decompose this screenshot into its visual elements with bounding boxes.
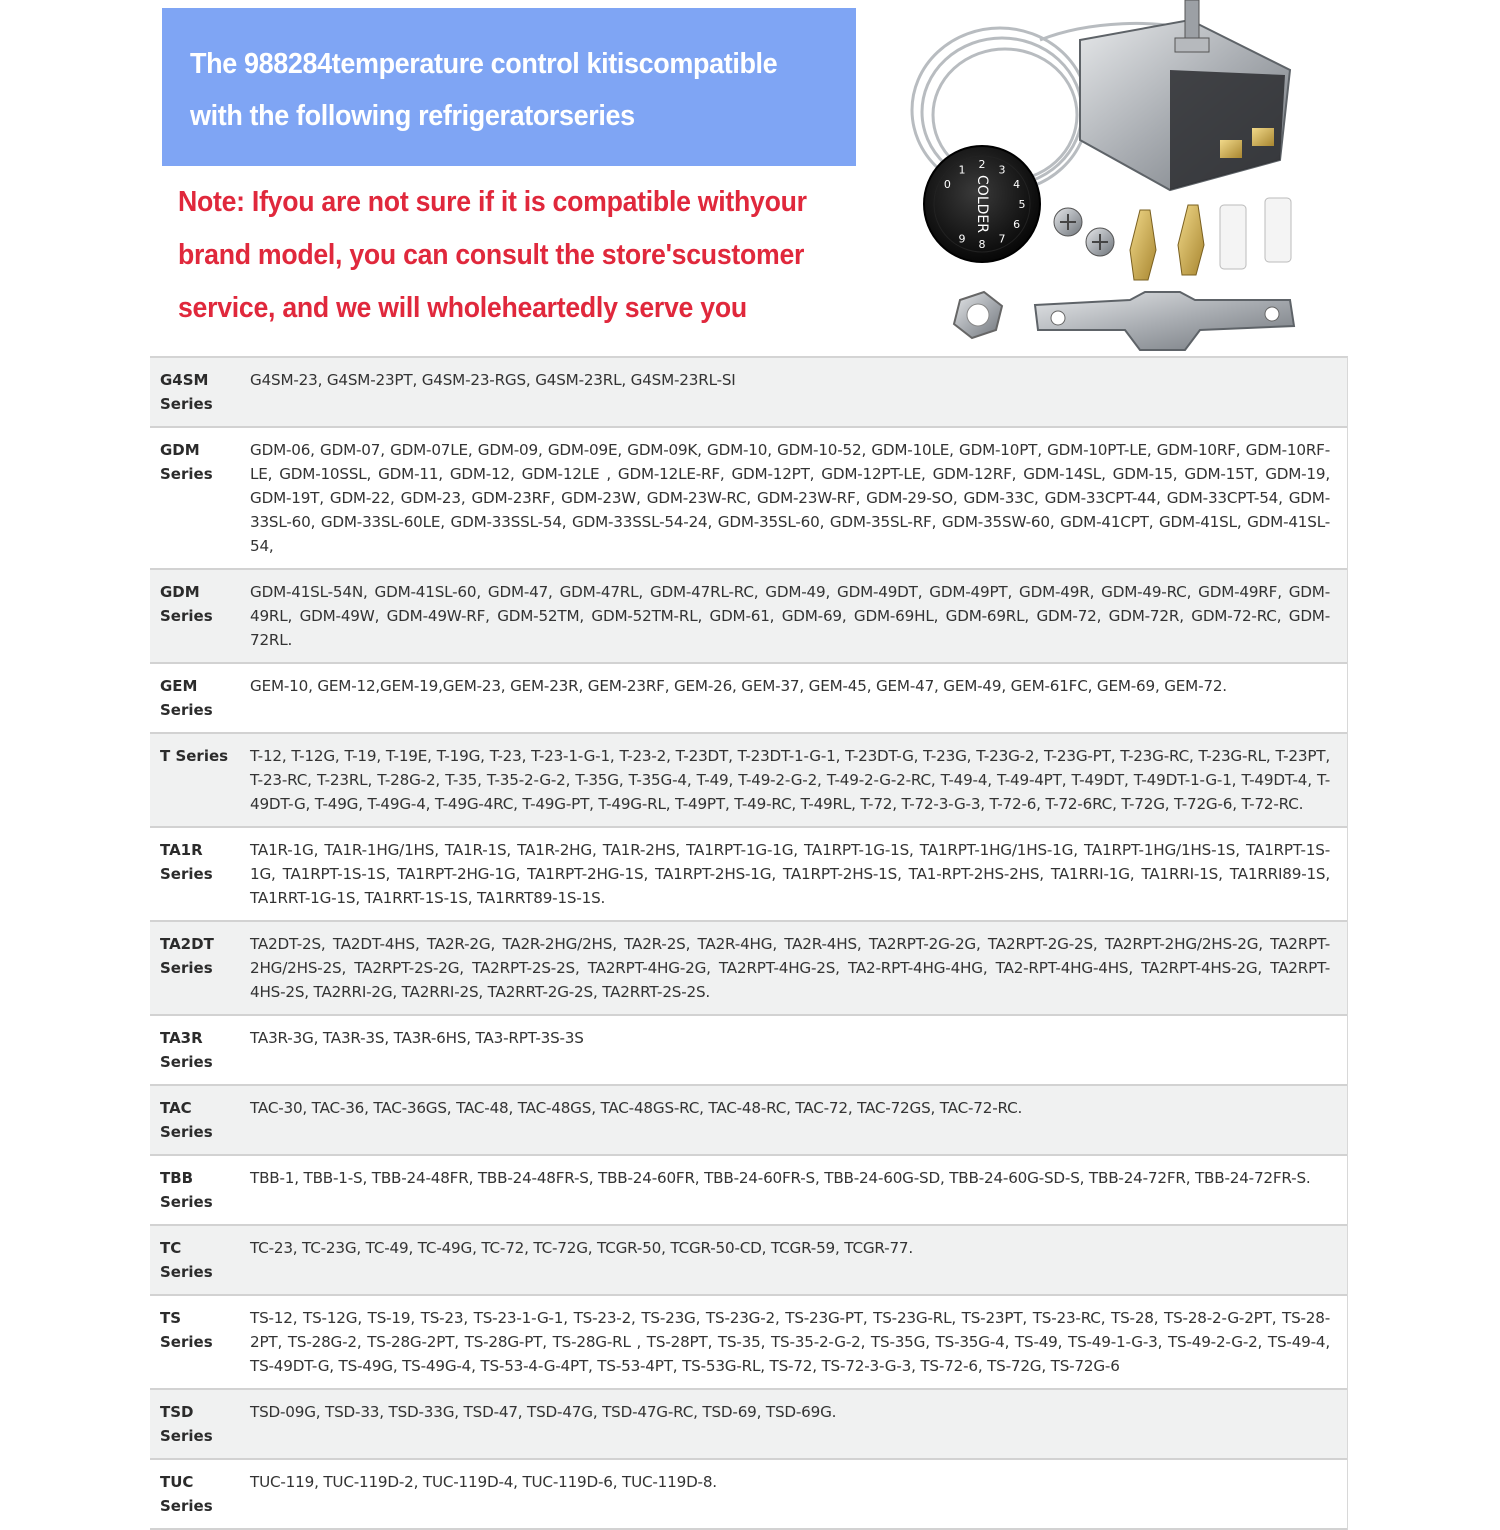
table-row [150,1390,1347,1460]
insulating-sleeves [1220,198,1291,269]
model-list: TC-23, TC-23G, TC-49, TC-49G, TC-72, TC-72G, TCGR-50, TCGR-50-CD, TCGR-59, TCGR-77. [250,1239,914,1257]
knob-number: 2 [978,158,986,171]
spade-connectors [1130,205,1204,280]
series-name: G4SM Series [160,371,213,413]
model-list: TA3R-3G, TA3R-3S, TA3R-6HS, TA3-RPT-3S-3S [250,1029,584,1047]
control-knob [924,146,1040,262]
model-list: TBB-1, TBB-1-S, TBB-24-48FR, TBB-24-48FR-S, TBB-24-60FR, TBB-24-60FR-S, TBB-24-60G-SD, TBB-24-60G-SD-S, TBB-24-72FR, TBB-24-72FR-S. [250,1169,1311,1187]
table-row [150,1226,1347,1296]
banner-title: The 988284temperature control kitiscompatible with the following refrigeratorseries [190,48,778,132]
model-list: GEM-10, GEM-12,GEM-19,GEM-23, GEM-23R, GEM-23RF, GEM-26, GEM-37, GEM-45, GEM-47, GEM-49, GEM-61FC, GEM-69, GEM-72. [250,677,1227,695]
series-name: GDM Series [160,583,213,625]
knob-number: 9 [958,232,966,246]
knob-number: 4 [1013,178,1021,191]
series-name: TC Series [160,1239,213,1281]
model-list: TS-12, TS-12G, TS-19, TS-23, TS-23-1-G-1, TS-23-2, TS-23G, TS-23G-2, TS-23G-PT, TS-23G-RL, TS-23PT, TS-23-RC, TS-28, TS-28-2-G-2PT, TS-28-2PT, TS-28G-2, TS-28G-2PT, TS-28G-PT, TS-28G-RL , TS-28PT, TS-35, TS-35-2-G-2, TS-35G, TS-35G-4, TS-49, TS-49-1-G-3, TS-49-2-G-2, TS-49-4, TS-49DT-G, TS-49G, TS-49G-4, TS-53-4-G-4PT, TS-53-4PT, TS-53G-RL, TS-72, TS-72-3-G-3, TS-72-6, TS-72G, TS-72G-6 [250,1309,1330,1375]
knob-number: 8 [978,238,986,251]
model-list: TA2DT-2S, TA2DT-4HS, TA2R-2G, TA2R-2HG/2HS, TA2R-2S, TA2R-4HG, TA2R-4HS, TA2RPT-2G-2G, TA2RPT-2G-2S, TA2RPT-2HG/2HS-2G, TA2RPT-2HG/2HS-2S, TA2RPT-2S-2G, TA2RPT-2S-2S, TA2RPT-4HG-2G, TA2RPT-4HG-2S, TA2-RPT-4HG-4HG, TA2-RPT-4HG-4HS, TA2RPT-4HS-2G, TA2RPT-4HS-2S, TA2RRI-2G, TA2RRI-2S, TA2RRT-2G-2S, TA2RRT-2S-2S. [250,935,1330,1001]
knob-label: COLDER [974,175,990,233]
table-row [150,828,1347,922]
table-row [150,570,1347,664]
knob-number: 5 [1018,198,1026,211]
model-list: T-12, T-12G, T-19, T-19E, T-19G, T-23, T-23-1-G-1, T-23-2, T-23DT, T-23DT-1-G-1, T-23DT-G, T-23G, T-23G-2, T-23G-PT, T-23G-RC, T-23G-RL, T-23PT, T-23-RC, T-23RL, T-28G-2, T-35, T-35-2-G-2, T-35G, T-35G-4, T-49, T-49-2-G-2, T-49-2-G-2-RC, T-49-4, T-49-4PT, T-49DT, T-49DT-1-G-1, T-49DT-4, T-49DT-G, T-49G, T-49G-4, T-49G-4RC, T-49G-PT, T-49G-RL, T-49PT, T-49-RC, T-49RL, T-72, T-72-3-G-3, T-72-6, T-72-6RC, T-72G, T-72G-6, T-72-RC. [250,747,1330,813]
series-name: TBB Series [160,1169,213,1211]
product-photo [890,0,1320,356]
series-name: T Series [160,747,229,765]
knob-number: 7 [998,232,1006,246]
compatibility-table [150,356,1348,1530]
series-name: TAC Series [160,1099,213,1141]
table-row [150,922,1347,1016]
header-banner [162,8,856,166]
knob-number: 6 [1013,218,1021,231]
model-list: TUC-119, TUC-119D-2, TUC-119D-4, TUC-119D-6, TUC-119D-8. [250,1473,717,1491]
table-row [150,1086,1347,1156]
table-row [150,1016,1347,1086]
series-name: TSD Series [160,1403,213,1445]
model-list: TSD-09G, TSD-33, TSD-33G, TSD-47, TSD-47G, TSD-47G-RC, TSD-69, TSD-69G. [250,1403,837,1421]
model-list: GDM-06, GDM-07, GDM-07LE, GDM-09, GDM-09E, GDM-09K, GDM-10, GDM-10-52, GDM-10LE, GDM-10PT, GDM-10PT-LE, GDM-10RF, GDM-10RF-LE, GDM-10SSL, GDM-11, GDM-12, GDM-12LE , GDM-12LE-RF, GDM-12PT, GDM-12PT-LE, GDM-12RF, GDM-14SL, GDM-15, GDM-15T, GDM-19, GDM-19T, GDM-22, GDM-23, GDM-23RF, GDM-23W, GDM-23W-RC, GDM-23W-RF, GDM-29-SO, GDM-33C, GDM-33CPT-44, GDM-33CPT-54, GDM-33SL-60, GDM-33SL-60LE, GDM-33SSL-54, GDM-33SSL-54-24, GDM-35SL-60, GDM-35SL-RF, GDM-35SW-60, GDM-41CPT, GDM-41SL, GDM-41SL-54, [250,441,1330,555]
series-name: GDM Series [160,441,213,483]
knob-number: 1 [958,163,966,177]
series-name: TA1R Series [160,841,213,883]
table-row [150,1460,1347,1530]
model-list: GDM-41SL-54N, GDM-41SL-60, GDM-47, GDM-47RL, GDM-47RL-RC, GDM-49, GDM-49DT, GDM-49PT, GDM-49R, GDM-49-RC, GDM-49RF, GDM-49RL, GDM-49W, GDM-49W-RF, GDM-52TM, GDM-52TM-RL, GDM-61, GDM-69, GDM-69HL, GDM-69RL, GDM-72, GDM-72R, GDM-72-RC, GDM-72RL. [250,583,1330,649]
model-list: G4SM-23, G4SM-23PT, G4SM-23-RGS, G4SM-23RL, G4SM-23RL-SI [250,371,736,389]
table-row [150,664,1347,734]
mounting-bracket [1035,292,1294,350]
table-row [150,1156,1347,1226]
screws [1054,208,1114,256]
model-list: TAC-30, TAC-36, TAC-36GS, TAC-48, TAC-48GS, TAC-48GS-RC, TAC-48-RC, TAC-72, TAC-72GS, TAC-72-RC. [250,1099,1023,1117]
knob-number: 0 [943,178,951,191]
knob-number: 3 [998,163,1006,177]
model-list: TA1R-1G, TA1R-1HG/1HS, TA1R-1S, TA1R-2HG, TA1R-2HS, TA1RPT-1G-1G, TA1RPT-1G-1S, TA1RPT-1HG/1HS-1G, TA1RPT-1HG/1HS-1S, TA1RPT-1S-1G, TA1RPT-1S-1S, TA1RPT-2HG-1G, TA1RPT-2HG-1S, TA1RPT-2HS-1G, TA1RPT-2HS-1S, TA1-RPT-2HS-2HS, TA1RRI-1G, TA1RRI-1S, TA1RRI89-1S, TA1RRT-1G-1S, TA1RRT-1S-1S, TA1RRT89-1S-1S. [250,841,1330,907]
thermostat-body [1080,0,1290,190]
table-row [150,358,1347,428]
hex-nut [954,292,1002,338]
series-name: TA2DT Series [160,935,214,977]
table-row [150,428,1347,570]
series-name: TUC Series [160,1473,213,1515]
series-name: TS Series [160,1309,213,1351]
table-row [150,1296,1347,1390]
compatibility-note: Note: Ifyou are not sure if it is compatible withyour brand model, you can consult the store'scustomer service, and we will wholeheartedly serve you [178,186,807,324]
series-name: GEM Series [160,677,213,719]
series-name: TA3R Series [160,1029,213,1071]
table-row [150,734,1347,828]
